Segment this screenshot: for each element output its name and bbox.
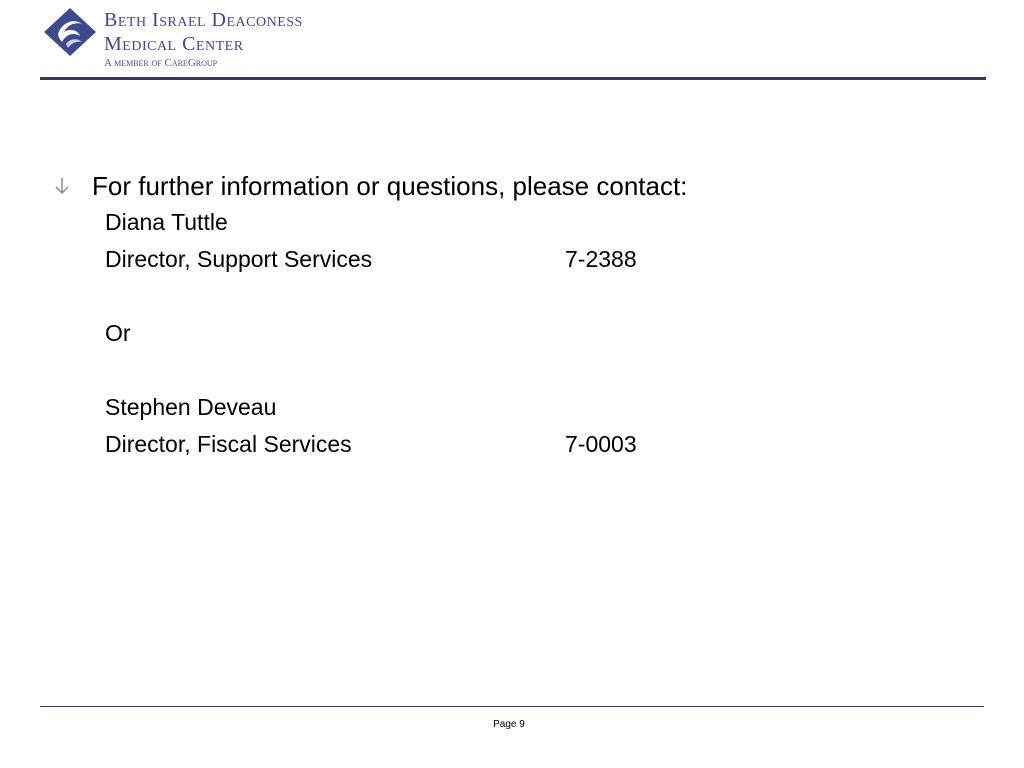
- contact-2-title: Director, Fiscal Services: [105, 431, 352, 457]
- slide-content: [54, 168, 954, 463]
- bullet-item: [54, 168, 954, 204]
- contact-1-extension: 7-2388: [565, 246, 637, 272]
- contact-2-title-row: [54, 426, 954, 463]
- contact-1-title-row: [54, 241, 954, 278]
- bullet-text: For further information or questions, please contact:: [92, 171, 688, 201]
- blank-row: [54, 352, 954, 389]
- arrow-down-icon: [54, 176, 70, 196]
- separator-text: Or: [105, 320, 131, 346]
- page-number: Page 9: [493, 719, 525, 730]
- separator-row: [54, 315, 954, 352]
- org-name-line-2: Medical Center: [104, 33, 244, 55]
- org-subtitle: A member of CareGroup: [104, 57, 218, 69]
- contact-1-name: Diana Tuttle: [105, 209, 228, 235]
- contact-1-title: Director, Support Services: [105, 246, 373, 272]
- contact-2-name-row: [54, 389, 954, 426]
- contact-1-name-row: [54, 204, 954, 241]
- contact-2-extension: 7-0003: [565, 431, 637, 457]
- bidmc-logo-icon: [44, 8, 96, 56]
- header-divider: [40, 77, 986, 80]
- footer-divider: [40, 706, 984, 707]
- blank-row: [54, 278, 954, 315]
- org-name-line-1: Beth Israel Deaconess: [104, 9, 303, 31]
- contact-2-name: Stephen Deveau: [105, 394, 277, 420]
- organization-name: [104, 10, 303, 69]
- header: [40, 0, 986, 80]
